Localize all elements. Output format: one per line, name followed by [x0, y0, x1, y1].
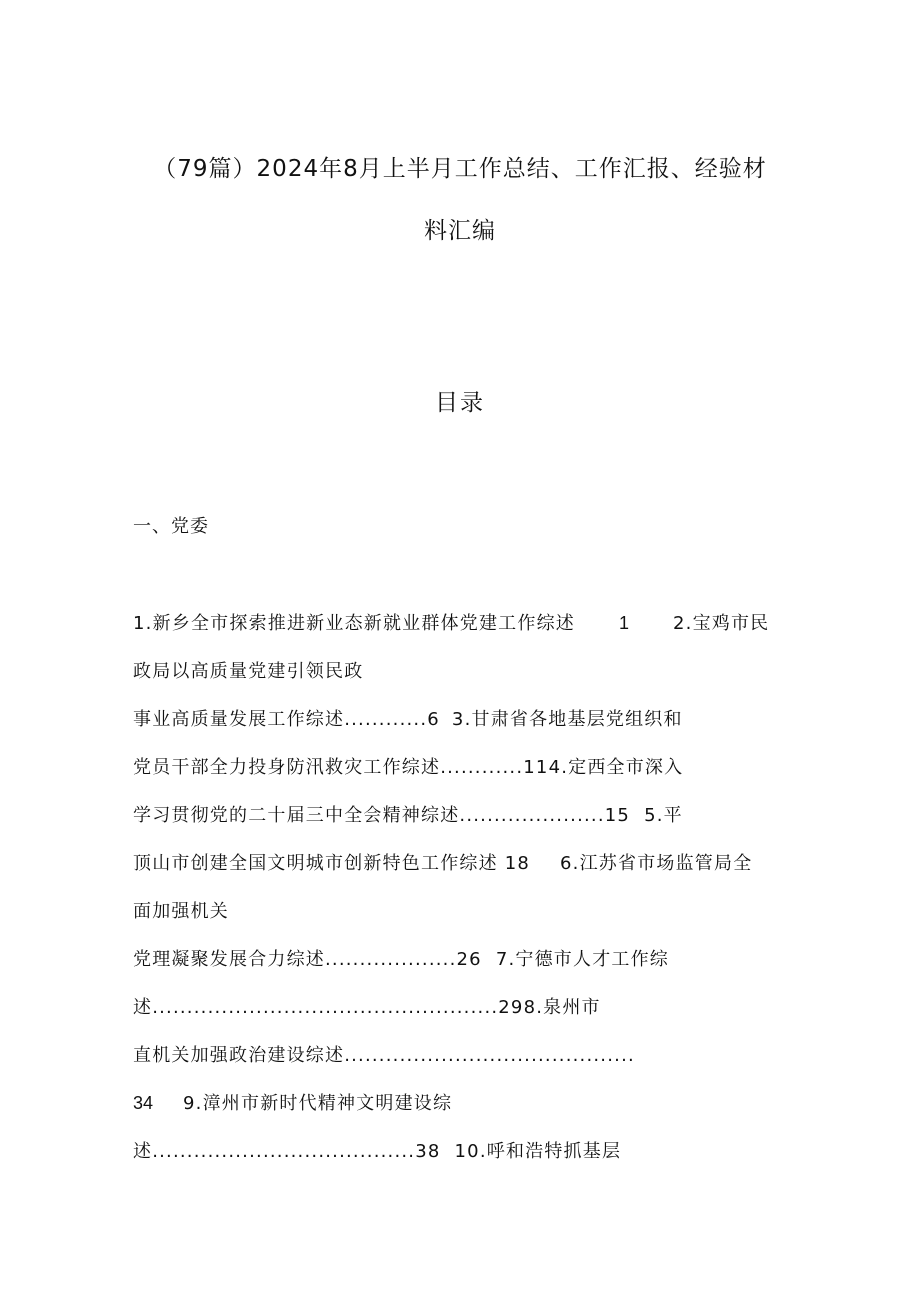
toc-entry-text: 10.呼和浩特抓基层	[454, 1141, 622, 1162]
toc-line-9[interactable]	[133, 993, 601, 1019]
toc-entry-text: 面加强机关	[133, 901, 229, 922]
toc-entry-text: 顶山市创建全国文明城市创新特色工作综述 18	[133, 853, 531, 874]
toc-line-5[interactable]	[133, 801, 683, 827]
section-heading-party-committee: 一、党委	[133, 516, 209, 537]
toc-entry-text: 党员干部全力投身防汛救灾工作综述............114.定西全市深入	[133, 757, 684, 778]
toc-entry-text: 述......................................38	[133, 1141, 441, 1162]
toc-entry-text: 党理凝聚发展合力综述...................26	[133, 949, 482, 970]
toc-page-number: 1	[618, 613, 629, 633]
toc-line-6[interactable]	[133, 849, 752, 875]
toc-entry-text: 6.江苏省市场监管局全	[560, 853, 753, 874]
toc-entry-text: 2.宝鸡市民	[673, 613, 770, 634]
toc-line-7[interactable]	[133, 897, 229, 923]
toc-line-2[interactable]	[133, 657, 363, 683]
toc-page-number: 34	[133, 1093, 154, 1113]
toc-line-11[interactable]	[133, 1089, 452, 1115]
toc-line-1[interactable]	[133, 609, 769, 635]
toc-line-12[interactable]	[133, 1137, 621, 1163]
toc-entry-text: 述..................................................298.泉州市	[133, 997, 601, 1018]
toc-entry-text: 3.甘肃省各地基层党组织和	[451, 709, 683, 730]
toc-entry-text: 9.漳州市新时代精神文明建设综	[183, 1093, 453, 1114]
toc-heading: 目录	[435, 390, 485, 416]
toc-entry-text: 事业高质量发展工作综述............6	[133, 709, 440, 730]
toc-entry-text: 政局以高质量党建引领民政	[133, 661, 364, 682]
toc-entry-text: 5.平	[644, 805, 683, 826]
toc-line-3[interactable]	[133, 705, 683, 731]
toc-line-8[interactable]	[133, 945, 669, 971]
toc-entry-text: 7.宁德市人才工作综	[495, 949, 670, 970]
toc-line-4[interactable]	[133, 753, 683, 779]
document-title-line-2: 料汇编	[424, 218, 496, 244]
document-title-line-1: （79篇）2024年8月上半月工作总结、工作汇报、经验材	[153, 156, 767, 182]
toc-line-10[interactable]	[133, 1041, 635, 1067]
toc-entry-text: 1.新乡全市探索推进新业态新就业群体党建工作综述	[133, 613, 575, 634]
toc-entry-text: 学习贯彻党的二十届三中全会精神综述.....................15	[133, 805, 631, 826]
toc-entry-text: 直机关加强政治建设综述..........................................	[133, 1045, 635, 1066]
